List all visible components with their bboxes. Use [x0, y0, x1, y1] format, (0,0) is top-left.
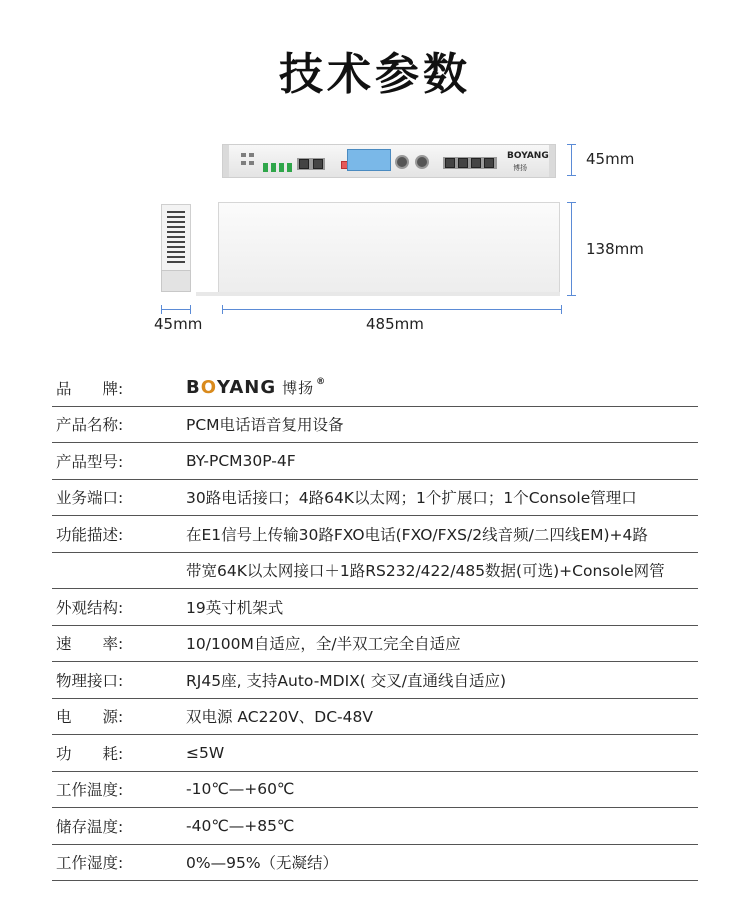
rj45-port — [445, 158, 455, 168]
spec-value: -10℃—+60℃ — [186, 780, 295, 799]
rack-ear-right — [549, 145, 555, 177]
spec-label: 物理接口: — [56, 671, 124, 690]
dim-label-depth: 138mm — [586, 240, 644, 258]
device-top-lip — [196, 292, 560, 296]
rj45-port — [484, 158, 494, 168]
green-led — [287, 163, 292, 172]
spec-label: 储存温度: — [56, 817, 124, 836]
spec-value: BY-PCM30P-4F — [186, 451, 296, 470]
spec-value: 带宽64K以太网接口＋1路RS232/422/485数据(可选)+Console网管 — [186, 562, 665, 581]
spec-label: 工作湿度: — [56, 854, 124, 873]
dim-tick — [567, 175, 576, 176]
spec-row — [52, 735, 698, 772]
dim-tick — [567, 295, 576, 296]
vent-slot — [167, 231, 185, 233]
green-led — [279, 163, 284, 172]
spec-row — [52, 699, 698, 736]
front-logo-cn: 博扬 — [513, 164, 527, 172]
spec-label: 业务端口: — [56, 489, 124, 508]
spec-row — [52, 808, 698, 845]
spec-label: 品 牌: — [56, 379, 124, 398]
vent-slot — [167, 246, 185, 248]
status-led — [249, 153, 254, 157]
dim-line-width — [222, 309, 562, 310]
dim-line-front-height — [571, 144, 572, 176]
spec-label: 电 源: — [56, 708, 124, 727]
vent-slot — [167, 221, 185, 223]
dim-tick — [561, 305, 562, 314]
brand-cn: 博扬 — [282, 379, 315, 398]
dim-tick — [567, 202, 576, 203]
dim-line-side-width — [161, 309, 191, 310]
spec-value: 0%—95%（无凝结） — [186, 854, 339, 873]
device-label-sticker — [347, 149, 391, 171]
spec-label: 产品名称: — [56, 416, 124, 435]
spec-label: 工作温度: — [56, 781, 124, 800]
spec-label: 产品型号: — [56, 452, 124, 471]
spec-row — [52, 407, 698, 444]
spec-row — [52, 443, 698, 480]
status-led — [241, 161, 246, 165]
rj45-port — [458, 158, 468, 168]
dim-tick — [190, 305, 191, 314]
spec-row — [52, 662, 698, 699]
brand-letter-o: O — [200, 377, 218, 399]
vent-slot — [167, 236, 185, 238]
rack-ear-left — [223, 145, 229, 177]
vent-slot — [167, 241, 185, 243]
dim-tick — [161, 305, 162, 314]
front-logo: BOYANG — [507, 151, 549, 161]
green-led — [263, 163, 268, 172]
spec-value: 双电源 AC220V、DC-48V — [186, 708, 373, 727]
spec-row — [52, 772, 698, 809]
spec-table — [52, 370, 698, 881]
bnc-connector — [395, 155, 409, 169]
spec-value: 30路电话接口；4路64K以太网；1个扩展口；1个Console管理口 — [186, 489, 637, 508]
vent-slot — [167, 251, 185, 253]
brand-reg: ® — [316, 376, 327, 387]
rj45-port — [313, 159, 323, 169]
spec-value: 10/100M自适应，全/半双工完全自适应 — [186, 635, 461, 654]
dim-label-side-width: 45mm — [154, 315, 203, 333]
spec-value: -40℃—+85℃ — [186, 816, 295, 835]
spec-value: ≤5W — [186, 743, 225, 762]
vent-slot — [167, 211, 185, 213]
vent-slot — [167, 261, 185, 263]
spec-value-brand — [186, 377, 326, 398]
vent-slot — [167, 226, 185, 228]
spec-row — [52, 480, 698, 517]
spec-row — [52, 553, 698, 590]
dim-tick — [567, 144, 576, 145]
dim-label-front-height: 45mm — [586, 150, 635, 168]
bnc-connector — [415, 155, 429, 169]
dim-tick — [222, 305, 223, 314]
spec-value: RJ45座, 支持Auto-MDIX( 交叉/直通线自适应) — [186, 671, 507, 690]
status-led — [249, 161, 254, 165]
spec-value: 19英寸机架式 — [186, 598, 284, 617]
spec-row — [52, 589, 698, 626]
spec-row — [52, 626, 698, 663]
vent-slot — [167, 216, 185, 218]
status-led — [241, 153, 246, 157]
spec-row — [52, 516, 698, 553]
spec-label: 功能描述: — [56, 525, 124, 544]
spec-value: PCM电话语音复用设备 — [186, 416, 344, 435]
brand-letters-post: YANG — [217, 377, 277, 399]
device-side-bracket — [161, 270, 191, 292]
spec-row — [52, 845, 698, 882]
dim-label-width: 485mm — [366, 315, 424, 333]
page-title: 技术参数 — [279, 49, 471, 100]
rj45-port — [299, 159, 309, 169]
rj45-port — [471, 158, 481, 168]
spec-label: 功 耗: — [56, 744, 124, 763]
spec-label: 速 率: — [56, 635, 124, 654]
brand-logo — [186, 377, 326, 398]
brand-letters-pre: B — [186, 377, 201, 399]
dim-line-depth — [571, 202, 572, 296]
vent-slot — [167, 256, 185, 258]
device-top-view — [218, 202, 560, 294]
spec-row-brand — [52, 370, 698, 407]
green-led — [271, 163, 276, 172]
spec-value: 在E1信号上传输30路FXO电话(FXO/FXS/2线音频/二四线EM)+4路 — [186, 525, 648, 544]
device-front-panel — [222, 144, 556, 178]
spec-label: 外观结构: — [56, 598, 124, 617]
